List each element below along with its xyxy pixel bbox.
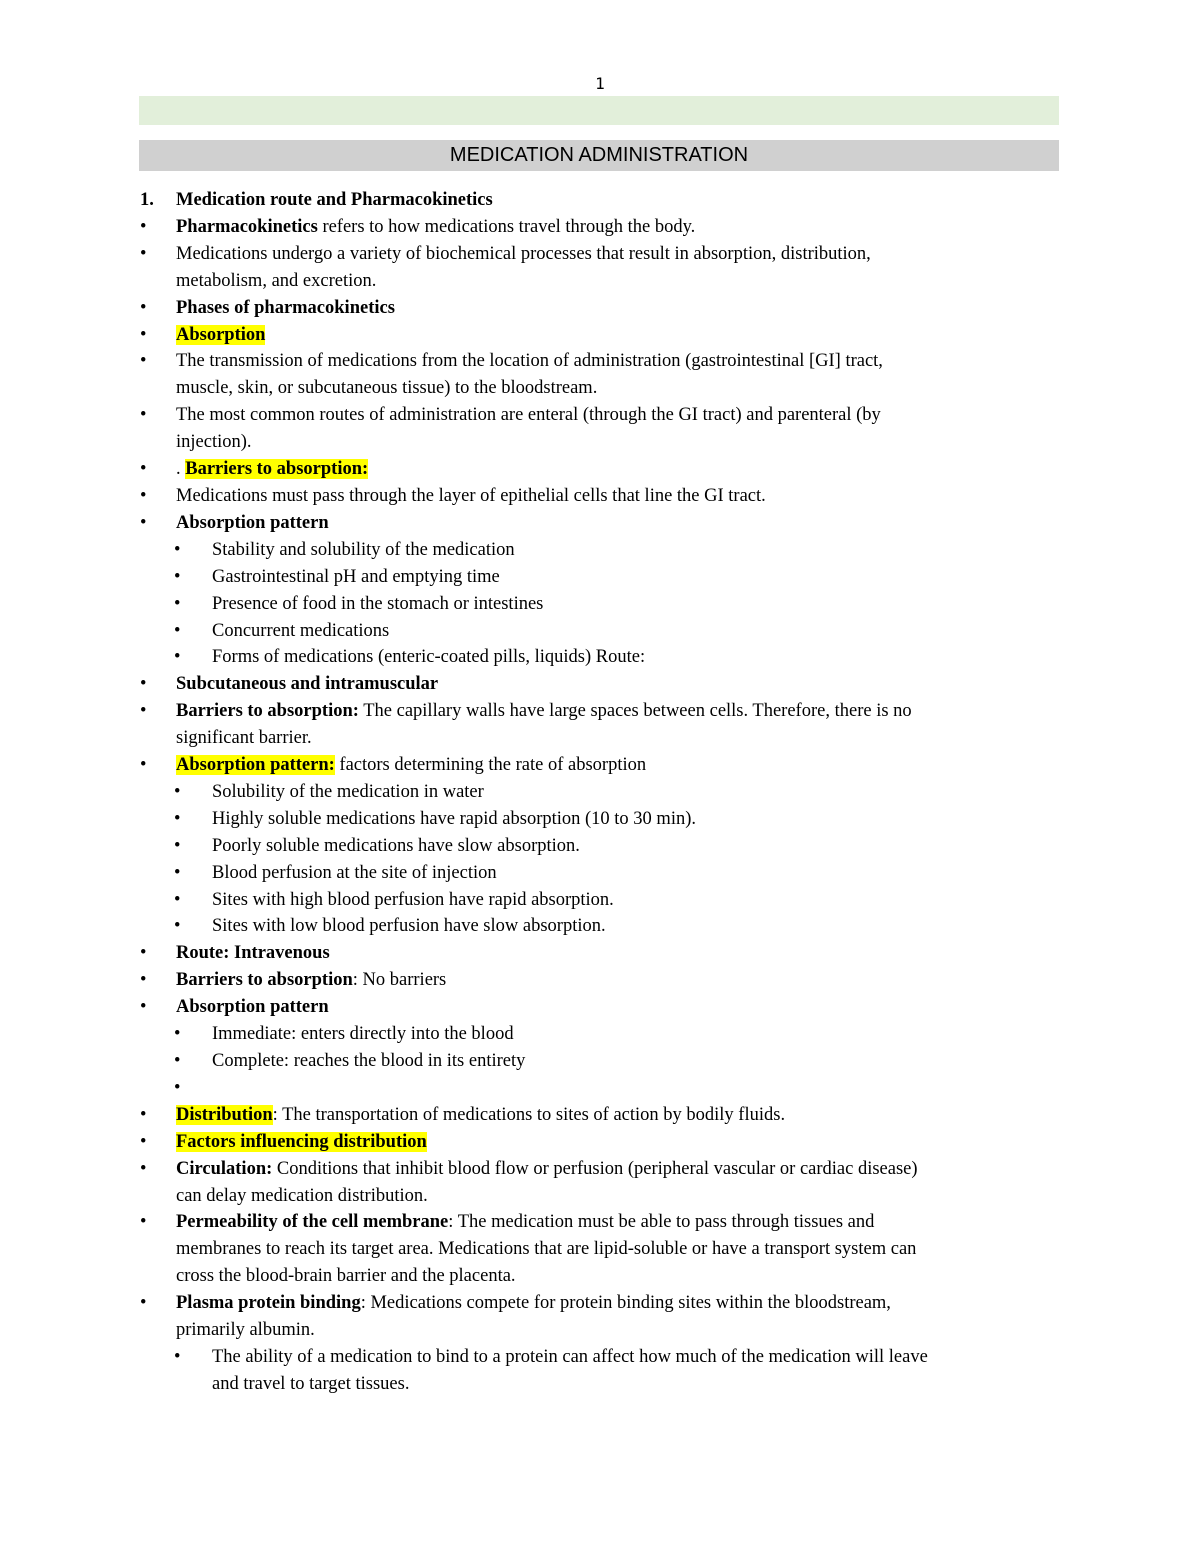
bullet-icon: • — [174, 647, 181, 668]
bullet-icon: • — [140, 1104, 147, 1125]
item-text: Highly soluble medications have rapid absorption (10 to 30 min). — [212, 808, 696, 829]
bold-term: Absorption pattern — [176, 512, 329, 533]
title-band — [139, 140, 1059, 171]
item-text: metabolism, and excretion. — [176, 270, 377, 291]
bullet-icon: • — [174, 593, 181, 614]
item-text: : The medication must be able to pass through tissues and — [448, 1212, 875, 1233]
item-text: Forms of medications (enteric-coated pills, liquids) Route: — [212, 647, 646, 668]
list-item — [140, 483, 1060, 510]
list-item — [140, 456, 1060, 483]
list-item — [140, 698, 1060, 725]
list-item — [140, 241, 1060, 268]
item-text: cross the blood-brain barrier and the placenta. — [176, 1266, 516, 1287]
bullet-icon: • — [140, 216, 147, 237]
bullet-icon: • — [174, 781, 181, 802]
prefix-text: . — [176, 459, 186, 480]
bullet-icon: • — [174, 1051, 181, 1071]
item-text: Sites with high blood perfusion have rapid absorption. — [212, 889, 614, 910]
highlighted-term: Distribution — [176, 1104, 273, 1125]
bullet-icon: • — [140, 1131, 147, 1152]
bullet-icon: • — [140, 755, 147, 776]
item-text: : No barriers — [352, 970, 447, 991]
bullet-icon: • — [140, 297, 147, 318]
item-text: factors determining the rate of absorption — [334, 755, 647, 776]
header-band — [139, 96, 1059, 125]
sub-list-item — [140, 537, 1060, 564]
item-text: The transmission of medications from the location of administration (gastrointestinal [GI] tract, — [176, 351, 883, 372]
sub-list-item — [140, 833, 1060, 860]
bold-term: Permeability of the cell membrane — [176, 1212, 449, 1233]
bullet-icon: • — [140, 1293, 147, 1314]
bold-term: Absorption pattern — [176, 997, 329, 1018]
item-text: Conditions that inhibit blood flow or perfusion (peripheral vascular or cardiac disease) — [272, 1158, 918, 1179]
list-item — [140, 994, 1060, 1021]
bullet-icon: • — [140, 351, 147, 372]
list-item — [140, 671, 1060, 698]
list-item-continuation — [140, 375, 1060, 402]
sub-list-item — [140, 806, 1060, 833]
item-text: Concurrent medications — [212, 620, 390, 641]
item-text: Solubility of the medication in water — [212, 781, 484, 802]
bullet-icon: • — [140, 701, 147, 722]
sub-list-item — [140, 887, 1060, 914]
section-number: 1. — [140, 190, 154, 210]
bullet-icon: • — [174, 1077, 181, 1098]
list-item — [140, 1156, 1060, 1183]
bullet-icon: • — [140, 1158, 147, 1179]
list-item-continuation — [140, 1263, 1060, 1290]
list-item — [140, 295, 1060, 322]
list-item — [140, 1290, 1060, 1317]
bullet-icon: • — [140, 970, 147, 991]
bullet-icon: • — [140, 324, 147, 345]
list-item-continuation — [140, 429, 1060, 456]
section-heading-text: Medication route and Pharmacokinetics — [176, 190, 493, 210]
item-text: The most common routes of administration are enteral (through the GI tract) and parenteral (by — [176, 405, 881, 426]
item-text: refers to how medications travel through the body. — [317, 216, 696, 237]
bullet-icon: • — [140, 997, 147, 1018]
item-text: The ability of a medication to bind to a protein can affect how much of the medication will leave — [212, 1346, 928, 1367]
sub-list-item — [140, 1048, 1060, 1075]
item-text: Immediate: enters directly into the blood — [212, 1024, 514, 1045]
bold-term: Route: Intravenous — [176, 943, 330, 964]
item-text: can delay medication distribution. — [176, 1185, 428, 1206]
item-text: and travel to target tissues. — [212, 1373, 410, 1394]
list-item — [140, 322, 1060, 349]
list-item — [140, 402, 1060, 429]
list-item — [140, 510, 1060, 537]
list-item — [140, 1102, 1060, 1129]
item-text: Medications undergo a variety of biochemical processes that result in absorption, distribution, — [176, 243, 871, 264]
sub-list-item — [140, 1075, 1060, 1102]
sub-list-item — [140, 618, 1060, 645]
item-text: : The transportation of medications to sites of action by bodily fluids. — [272, 1104, 786, 1125]
sub-list-item — [140, 1021, 1060, 1048]
list-item-continuation — [140, 1183, 1060, 1210]
sub-list-item — [140, 860, 1060, 887]
bold-term: Circulation: — [176, 1158, 273, 1179]
highlighted-term: Absorption pattern: — [176, 755, 335, 776]
sub-list-item — [140, 564, 1060, 591]
bold-term: Pharmacokinetics — [176, 216, 318, 237]
bullet-icon: • — [140, 1212, 147, 1233]
bullet-icon: • — [174, 916, 181, 937]
list-item-continuation — [140, 1236, 1060, 1263]
item-text: muscle, skin, or subcutaneous tissue) to the bloodstream. — [176, 378, 598, 399]
item-text: The capillary walls have large spaces between cells. Therefore, there is no — [358, 701, 912, 722]
sub-list-item — [140, 644, 1060, 671]
list-item — [140, 967, 1060, 994]
sub-list-item — [140, 1344, 1060, 1371]
sub-list-item — [140, 779, 1060, 806]
item-text: membranes to reach its target area. Medications that are lipid-soluble or have a transport system can — [176, 1239, 917, 1260]
document-title: MEDICATION ADMINISTRATION — [449, 144, 749, 166]
item-text: Gastrointestinal pH and emptying time — [212, 566, 500, 587]
list-item-continuation — [140, 1371, 1060, 1398]
bullet-icon: • — [174, 862, 181, 883]
bullet-icon: • — [140, 459, 147, 480]
sub-list-item — [140, 913, 1060, 940]
bullet-icon: • — [140, 243, 147, 264]
document-body — [140, 187, 1060, 1398]
bold-term: Subcutaneous and intramuscular — [176, 674, 439, 695]
item-text: Complete: reaches the blood in its entirety — [212, 1051, 526, 1071]
item-text: Blood perfusion at the site of injection — [212, 862, 497, 883]
section-heading — [140, 187, 1060, 214]
bullet-icon: • — [174, 1024, 181, 1045]
item-text: Poorly soluble medications have slow absorption. — [212, 835, 580, 856]
item-text: Presence of food in the stomach or intestines — [212, 593, 544, 614]
highlighted-term: Factors influencing distribution — [176, 1131, 427, 1152]
bold-term: Barriers to absorption — [176, 970, 353, 991]
page-number: 1 — [595, 74, 605, 93]
list-item — [140, 1129, 1060, 1156]
bullet-icon: • — [140, 674, 147, 695]
list-item — [140, 752, 1060, 779]
list-item — [140, 348, 1060, 375]
bullet-icon: • — [140, 485, 147, 506]
highlighted-term: Absorption — [176, 324, 266, 345]
bullet-icon: • — [140, 405, 147, 426]
item-text: Sites with low blood perfusion have slow absorption. — [212, 916, 606, 937]
list-item-continuation — [140, 1317, 1060, 1344]
list-item — [140, 214, 1060, 241]
item-text: Stability and solubility of the medication — [212, 539, 515, 560]
bullet-icon: • — [174, 889, 181, 910]
bullet-icon: • — [174, 620, 181, 641]
bullet-icon: • — [140, 943, 147, 964]
list-item — [140, 940, 1060, 967]
highlighted-term: Barriers to absorption: — [185, 459, 369, 480]
item-text: significant barrier. — [176, 728, 312, 749]
list-item-continuation — [140, 725, 1060, 752]
bold-term: Barriers to absorption: — [176, 701, 359, 722]
item-text: : Medications compete for protein binding sites within the bloodstream, — [360, 1293, 891, 1314]
bullet-icon: • — [174, 566, 181, 587]
bullet-icon: • — [174, 835, 181, 856]
sub-list-item — [140, 591, 1060, 618]
item-text: injection). — [176, 432, 252, 453]
list-item-continuation — [140, 268, 1060, 295]
list-item — [140, 1209, 1060, 1236]
bold-term: Plasma protein binding — [176, 1293, 361, 1314]
bold-term: Phases of pharmacokinetics — [176, 297, 395, 318]
item-text: primarily albumin. — [176, 1320, 315, 1341]
bullet-icon: • — [174, 1346, 181, 1367]
bullet-icon: • — [174, 539, 181, 560]
bullet-icon: • — [140, 512, 147, 533]
item-text: Medications must pass through the layer of epithelial cells that line the GI tract. — [176, 485, 766, 506]
bullet-icon: • — [174, 808, 181, 829]
